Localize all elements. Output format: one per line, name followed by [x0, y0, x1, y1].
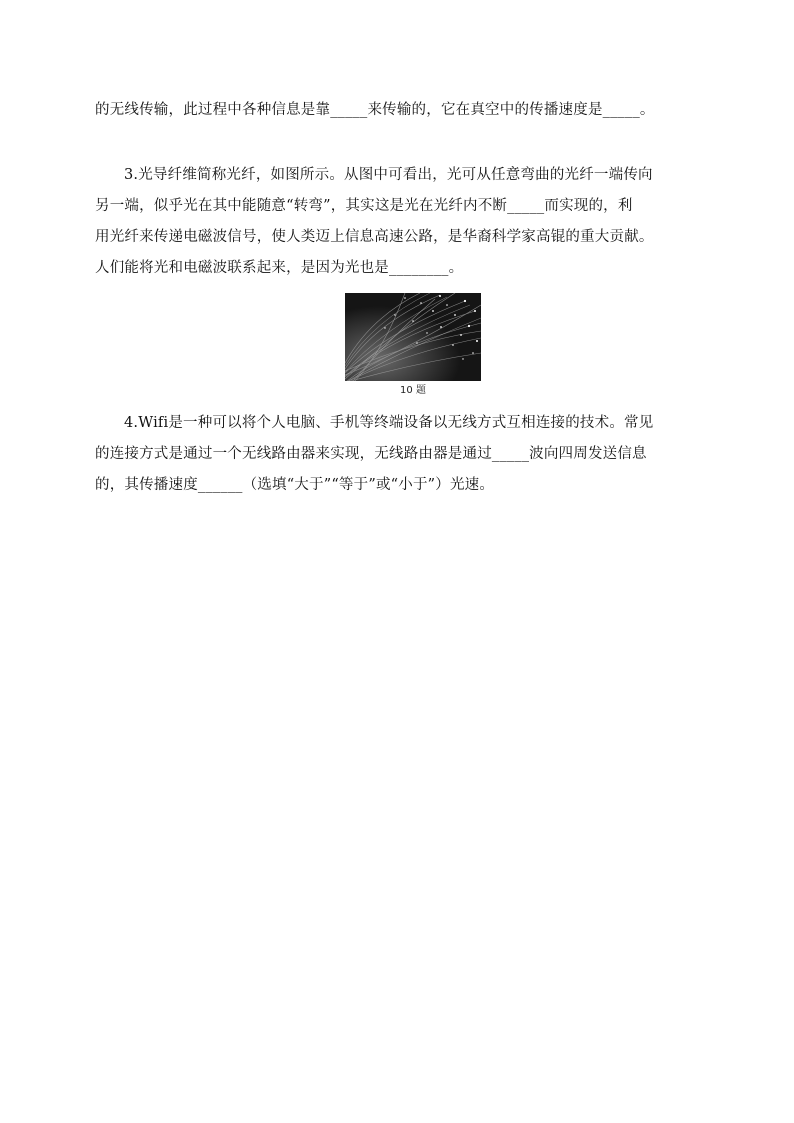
question-3	[95, 160, 701, 284]
figure-caption: 10 题	[400, 385, 426, 396]
question-3-line-4: 人们能将光和电磁波联系起来，是因为光也是________。	[95, 260, 464, 276]
question-4	[95, 408, 701, 501]
question-3-line-3: 用光纤来传递电磁波信号，使人类迈上信息高速公路，是华裔科学家高锟的重大贡献。	[95, 229, 654, 245]
question-3-line-2: 另一端，似乎光在其中能随意“转弯”，其实这是光在光纤内不断_____而实现的，利	[95, 198, 633, 214]
optical-fiber-photo	[345, 293, 481, 381]
question-4-line-2: 的连接方式是通过一个无线路由器来实现，无线路由器是通过_____波向四周发送信息	[95, 446, 647, 462]
paragraph-1	[95, 95, 701, 126]
question-3-line-1: 3.光导纤维简称光纤，如图所示。从图中可看出，光可从任意弯曲的光纤一端传向	[124, 167, 653, 183]
question-4-line-1: 4.Wifi是一种可以将个人电脑、手机等终端设备以无线方式互相连接的技术。常见	[124, 415, 654, 431]
question-4-line-3: 的，其传播速度______（选填“大于”“等于”或“小于”）光速。	[95, 477, 495, 493]
paragraph-1-line-1: 的无线传输，此过程中各种信息是靠_____来传输的，它在真空中的传播速度是_____。	[95, 102, 655, 118]
